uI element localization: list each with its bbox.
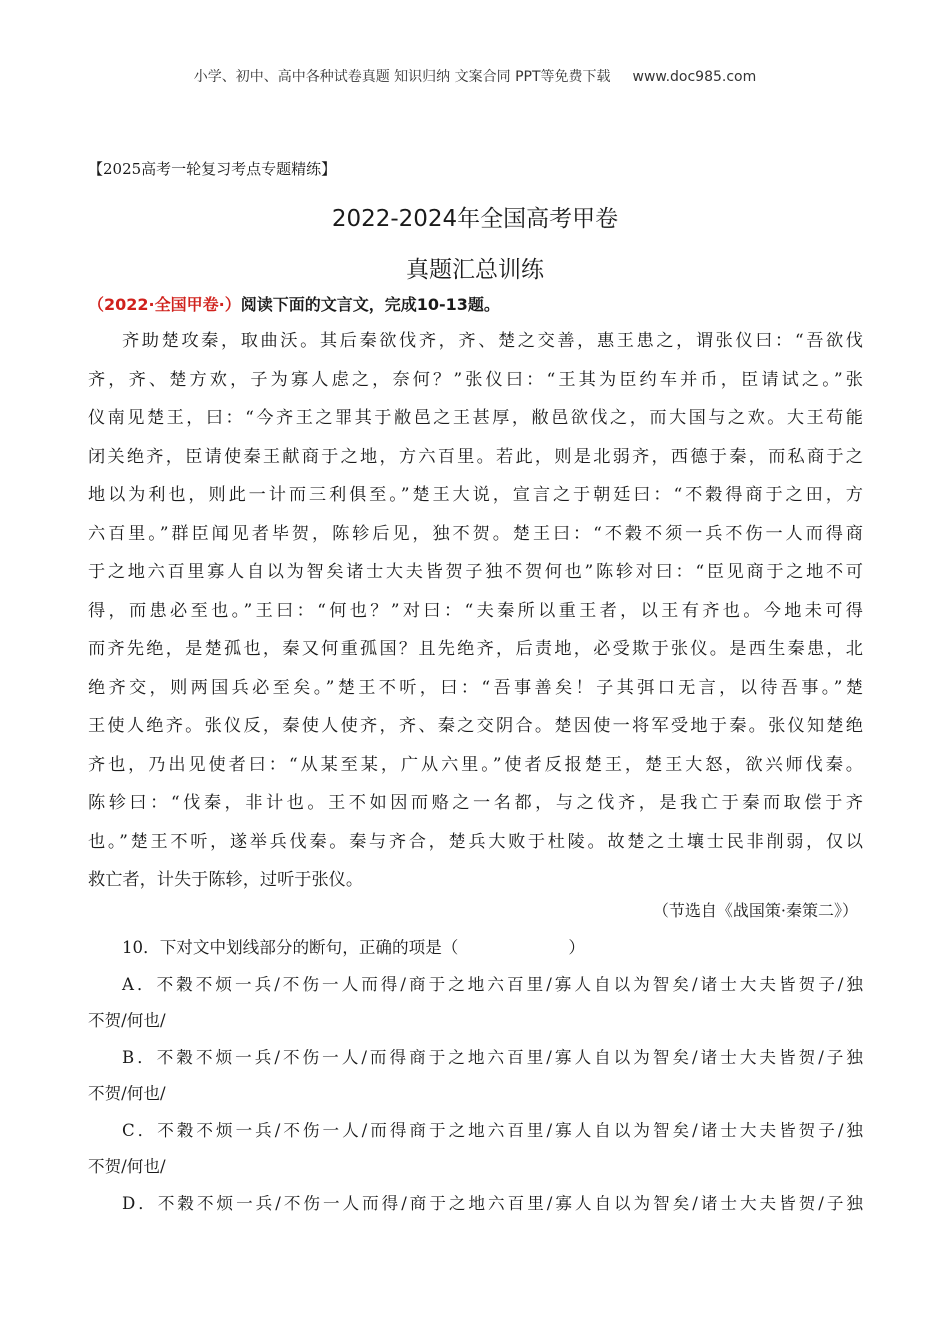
passage-citation: （节选自《战国策·秦策二》） [652,901,858,920]
passage-line: 六百里。”群臣闻见者毕贺，陈轸后见，独不贺。楚王曰：“不穀不须一兵不伤一人而得商 [88,523,863,544]
passage-line: 齐助楚攻秦，取曲沃。其后秦欲伐齐，齐、楚之交善，惠王患之，谓张仪曰：“吾欲伐 [122,331,863,351]
question-stem-close: ） [568,938,585,957]
question-10 [88,930,863,1222]
site-header-text: 小学、初中、高中各种试卷真题 知识归纳 文案合同 PPT等免费下载 [193,69,611,85]
site-url-link[interactable]: www.doc985.com [632,69,757,85]
passage-line: 王使人绝齐。张仪反，秦使人使齐，齐、秦之交阴合。楚因使一将军受地于秦。张仪知楚绝 [88,716,863,736]
option-b-cont: 不贺/何也/ [88,1084,166,1103]
passage-line: 也。”楚王不听，遂举兵伐秦。秦与齐合，楚兵大败于杜陵。故楚之土壤士民非削弱，仅以 [88,831,863,852]
passage-line: 闭关绝齐，臣请使秦王献商于之地，方六百里。若此，则是北弱齐，西德于秦，而私商于之 [88,446,863,467]
page-title: 2022-2024年全国高考甲卷 [331,206,619,232]
page-subtitle: 真题汇总训练 [406,257,544,283]
passage-line: 于之地六百里寡人自以为智矣诸士大夫皆贺子独不贺何也”陈轸对曰：“臣见商于之地不可 [88,562,863,582]
classical-passage [88,322,863,900]
passage-line: 齐，齐、楚方欢，子为寡人虑之，奈何？”张仪曰：“王其为臣约车并币，臣请试之。”张 [88,369,863,390]
instruction-text: 阅读下面的文言文，完成10-13题。 [240,295,500,314]
option-b[interactable]: B．不穀不烦一兵/不伤一人/而得商于之地六百里/寡人自以为智矣/诸士大夫皆贺/子独 [122,1047,863,1067]
option-a-cont: 不贺/何也/ [88,1011,166,1030]
passage-line: 绝齐交，则两国兵必至矣。”楚王不听，曰：“吾事善矣！子其弭口无言，以待吾事。”楚 [88,677,863,698]
exam-source-tag: （2022·全国甲卷·） [88,295,241,314]
passage-line: 陈轸曰：“伐秦，非计也。王不如因而赂之一名都，与之伐齐，是我亡于秦而取偿于齐 [88,793,863,813]
passage-line: 地以为利也，则此一计而三利俱至。”楚王大说，宣言之于朝廷曰：“不穀得商于之田，方 [88,485,863,505]
option-d[interactable]: D．不穀不烦一兵/不伤一人而得/商于之地六百里/寡人自以为智矣/诸士大夫皆贺/子独 [122,1193,863,1213]
passage-line: 救亡者，计失于陈轸，过听于张仪。 [88,870,364,890]
passage-line: 得，而患必至也。”王曰：“何也？”对曰：“夫秦所以重王者，以王有齐也。今地未可得 [88,600,863,621]
series-label: 【2025高考一轮复习考点专题精练】 [88,160,337,178]
question-stem [88,930,863,967]
passage-line: 仪南见楚王，曰：“今齐王之罪其于敝邑之王甚厚，敝邑欲伐之，而大国与之欢。大王苟能 [88,408,863,428]
passage-line: 而齐先绝，是楚孤也，秦又何重孤国？且先绝齐，后责地，必受欺于张仪。是西生秦患，北 [88,639,863,659]
site-header [0,66,950,86]
option-a[interactable]: A．不穀不烦一兵/不伤一人而得/商于之地六百里/寡人自以为智矣/诸士大夫皆贺子/独 [122,974,863,994]
question-instruction [88,292,500,315]
option-c[interactable]: C．不穀不烦一兵/不伤一人/而得商于之地六百里/寡人自以为智矣/诸士大夫皆贺子/独 [122,1120,863,1140]
option-c-cont: 不贺/何也/ [88,1157,166,1176]
question-stem-text: 10．下对文中划线部分的断句，正确的项是（ [122,938,459,957]
passage-line: 齐也，乃出见使者曰：“从某至某，广从六里。”使者反报楚王，楚王大怒，欲兴师伐秦。 [88,754,863,775]
